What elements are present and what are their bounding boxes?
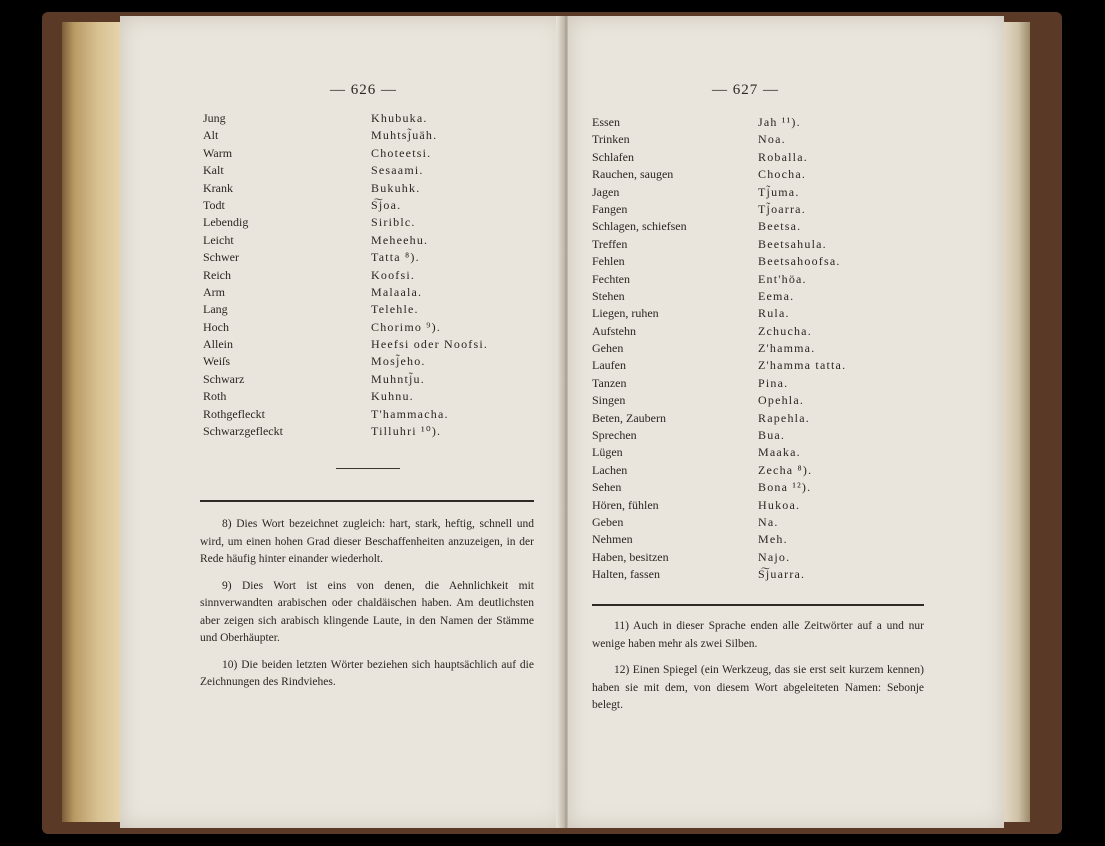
german-term: Jagen: [592, 184, 620, 199]
translation: Tj̃oarra.: [758, 201, 806, 216]
translation: Choteetsi.: [371, 145, 432, 160]
translation: Chorimo ⁹).: [371, 319, 442, 334]
german-term: Stehen: [592, 288, 625, 303]
translation: Jah ¹¹).: [758, 115, 801, 129]
footnote: 11) Auch in dieser Sprache enden alle Zeitwörter auf a und nur wenige haben mehr als zwei Silben.: [592, 620, 924, 650]
vocab-row: [203, 214, 523, 231]
german-term: Schwarz: [203, 371, 245, 386]
footnotes-right: [592, 618, 924, 724]
translation: Meheehu.: [371, 232, 429, 247]
german-term: Rothgefleckt: [203, 406, 265, 421]
vocab-row: [592, 375, 922, 392]
vocab-row: [592, 392, 922, 409]
vocab-row: [203, 162, 523, 179]
vocab-row: [203, 284, 523, 301]
translation: Hukoa.: [758, 497, 801, 512]
translation: Zecha ⁸).: [758, 462, 813, 477]
vocab-row: [592, 253, 922, 270]
german-term: Roth: [203, 389, 227, 404]
footnote: 12) Einen Spiegel (ein Werkzeug, das sie erst seit kurzem kennen) haben sie mit dem, von diesem Wort abgeleiteten Namen: Sebonje belegt.: [592, 664, 924, 711]
german-term: Fechten: [592, 271, 630, 286]
page-number-right: — 627 —: [712, 82, 779, 98]
german-term: Rauchen, saugen: [592, 167, 674, 182]
translation: Ent'höa.: [758, 271, 807, 286]
translation: Beetsahoofsa.: [758, 254, 841, 269]
vocab-row: [592, 444, 922, 461]
vocab-row: [592, 566, 922, 583]
translation: Noa.: [758, 132, 786, 147]
translation: Muhtsj̃uäh.: [371, 128, 438, 143]
footnote: 8) Dies Wort bezeichnet zugleich: hart, stark, heftig, schnell und wird, um einen hohen Grad dieser Beschaffenheiten anzuzeigen, in der Rede häufig hinter einander wiederholt.: [200, 518, 534, 565]
german-term: Schlagen, schiefsen: [592, 219, 687, 234]
german-term: Todt: [203, 197, 225, 212]
translation: Bona ¹²).: [758, 480, 812, 495]
vocab-row: [203, 353, 523, 370]
german-term: Essen: [592, 115, 620, 129]
footnote: 9) Dies Wort ist eins von denen, die Aehnlichkeit mit sinnverwandten arabischen oder chaldäischen haben. Am deutlichsten aber zeigen sich arabisch klingende Laute, in den Namen der Stämme und Oberhäupter.: [200, 579, 534, 644]
vocabulary-list-left: [203, 110, 523, 440]
german-term: Hören, fühlen: [592, 497, 659, 512]
footnote-rule-right: [592, 604, 924, 606]
vocab-row: [203, 197, 523, 214]
vocab-row: [203, 232, 523, 249]
translation: Beetsa.: [758, 219, 802, 234]
translation: Bukuhk.: [371, 180, 421, 195]
translation: Z'hamma.: [758, 341, 816, 356]
footnote: 10) Die beiden letzten Wörter beziehen sich hauptsächlich auf die Zeichnungen des Rindviehes.: [200, 658, 534, 688]
german-term: Halten, fassen: [592, 567, 660, 582]
vocab-row: [203, 406, 523, 423]
german-term: Sehen: [592, 480, 622, 495]
vocab-row: [203, 110, 523, 127]
translation: S͠juarra.: [758, 567, 806, 582]
vocab-row: [203, 319, 523, 336]
vocab-row: [203, 145, 523, 162]
page-number-left: — 626 —: [330, 82, 397, 98]
german-term: Arm: [203, 284, 225, 299]
german-term: Schwer: [203, 250, 239, 265]
vocab-row: [592, 531, 922, 548]
vocab-row: [592, 201, 922, 218]
german-term: Sprechen: [592, 428, 637, 443]
german-term: Fangen: [592, 201, 628, 216]
translation: Z'hamma tatta.: [758, 358, 847, 373]
translation: Tilluhri ¹⁰).: [371, 424, 442, 439]
vocab-row: [203, 267, 523, 284]
translation: Najo.: [758, 549, 791, 564]
vocab-row: [592, 288, 922, 305]
vocab-row: [592, 236, 922, 253]
vocab-row: [592, 514, 922, 531]
translation: Siriblc.: [371, 215, 416, 230]
vocab-row: [203, 336, 523, 353]
translation: Rula.: [758, 306, 790, 321]
german-term: Fehlen: [592, 254, 625, 269]
vocab-row: [203, 301, 523, 318]
vocab-row: [592, 271, 922, 288]
german-term: Warm: [203, 145, 233, 160]
german-term: Gehen: [592, 341, 624, 356]
german-term: Treffen: [592, 236, 628, 251]
vocab-row: [203, 249, 523, 266]
translation: Heefsi oder Noofsi.: [371, 337, 489, 352]
german-term: Tanzen: [592, 375, 627, 390]
vocab-row: [203, 388, 523, 405]
vocab-row: [203, 371, 523, 388]
german-term: Aufstehn: [592, 323, 636, 338]
section-divider-short: [336, 468, 400, 469]
german-term: Alt: [203, 128, 219, 143]
translation: Tj̃uma.: [758, 184, 800, 199]
translation: Chocha.: [758, 167, 807, 182]
vocab-row: [592, 340, 922, 357]
german-term: Lügen: [592, 445, 623, 460]
translation: Opehla.: [758, 393, 805, 408]
vocab-row: [203, 423, 523, 440]
german-term: Liegen, ruhen: [592, 306, 659, 321]
german-term: Hoch: [203, 319, 229, 334]
translation: Malaala.: [371, 284, 423, 299]
translation: T'hammacha.: [371, 406, 449, 421]
translation: Pina.: [758, 375, 789, 390]
german-term: Leicht: [203, 232, 234, 247]
page-edges-left: [62, 22, 122, 822]
translation: Na.: [758, 514, 779, 529]
vocab-row: [592, 357, 922, 374]
german-term: Trinken: [592, 132, 630, 147]
german-term: Haben, besitzen: [592, 549, 669, 564]
translation: Meh.: [758, 532, 788, 547]
translation: Telehle.: [371, 302, 419, 317]
german-term: Allein: [203, 337, 233, 352]
german-term: Geben: [592, 514, 624, 529]
translation: Maaka.: [758, 445, 801, 460]
translation: Muhntj̃u.: [371, 371, 425, 386]
vocab-row: [592, 497, 922, 514]
vocab-row: [592, 410, 922, 427]
vocabulary-list-right: [592, 114, 922, 584]
german-term: Kalt: [203, 163, 224, 178]
translation: Koofsi.: [371, 267, 416, 282]
german-term: Krank: [203, 180, 233, 195]
vocab-row: [592, 305, 922, 322]
translation: Roballa.: [758, 149, 808, 164]
german-term: Laufen: [592, 358, 626, 373]
translation: S͠joa.: [371, 197, 402, 212]
vocab-row: [592, 549, 922, 566]
translation: Sesaami.: [371, 163, 424, 178]
translation: Khubuka.: [371, 111, 428, 125]
vocab-row: [592, 323, 922, 340]
german-term: Singen: [592, 393, 626, 408]
german-term: Jung: [203, 111, 226, 125]
translation: Beetsahula.: [758, 236, 827, 251]
german-term: Lang: [203, 302, 228, 317]
vocab-row: [592, 114, 922, 131]
footnotes-left: [200, 516, 534, 701]
translation: Rapehla.: [758, 410, 810, 425]
translation: Tatta ⁸).: [371, 250, 420, 265]
german-term: Lebendig: [203, 215, 249, 230]
vocab-row: [592, 184, 922, 201]
vocab-row: [592, 131, 922, 148]
vocab-row: [203, 180, 523, 197]
translation: Kuhnu.: [371, 389, 414, 404]
vocab-row: [203, 127, 523, 144]
footnote-rule-left: [200, 500, 534, 502]
german-term: Nehmen: [592, 532, 633, 547]
vocab-row: [592, 218, 922, 235]
vocab-row: [592, 427, 922, 444]
german-term: Lachen: [592, 462, 628, 477]
german-term: Schlafen: [592, 149, 634, 164]
german-term: Beten, Zaubern: [592, 410, 666, 425]
vocab-row: [592, 479, 922, 496]
translation: Zchucha.: [758, 323, 812, 338]
page-edges-right: [1000, 22, 1030, 822]
vocab-row: [592, 462, 922, 479]
translation: Bua.: [758, 428, 786, 443]
translation: Mosj̃eho.: [371, 354, 426, 369]
vocab-row: [592, 166, 922, 183]
vocab-row: [592, 149, 922, 166]
german-term: Reich: [203, 267, 231, 282]
german-term: Schwarzgefleckt: [203, 424, 283, 439]
german-term: Weiſs: [203, 354, 231, 369]
translation: Eema.: [758, 288, 795, 303]
